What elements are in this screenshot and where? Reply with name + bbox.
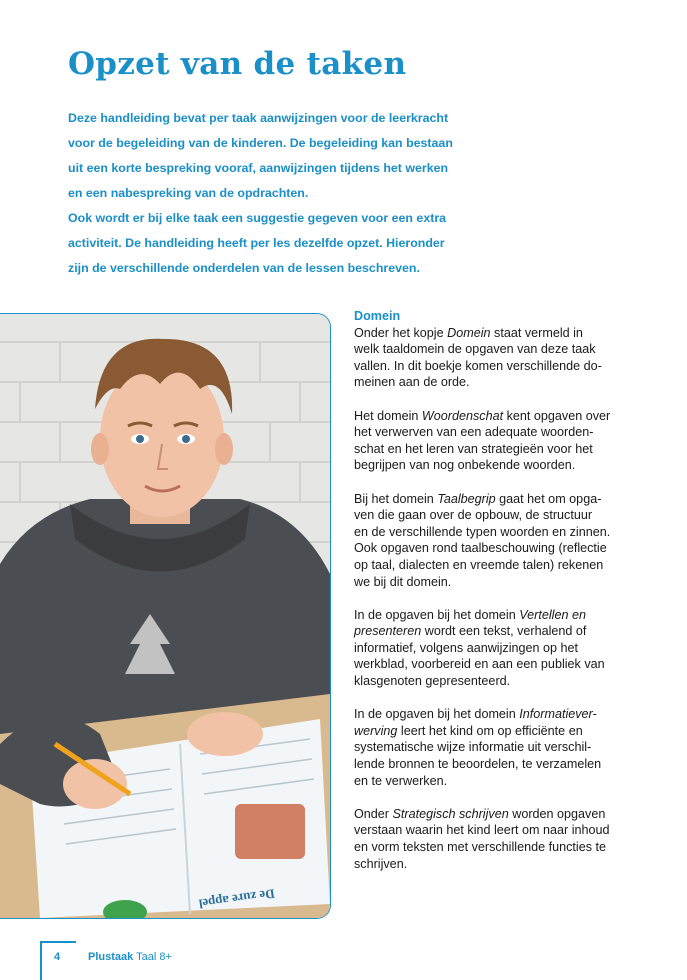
paragraph-strategisch-schrijven — [354, 806, 654, 872]
intro-line: voor de begeleiding van de kinderen. De begeleiding kan bestaan — [68, 136, 453, 150]
text-line: en de verschillende typen woorden en zinnen. — [354, 524, 611, 539]
paragraph-domein — [354, 325, 654, 391]
text: Bij het domein — [354, 491, 438, 506]
text-line: informatief, volgens aanwijzingen op het — [354, 640, 579, 655]
footer-rule-vertical — [40, 941, 42, 980]
term: Domein — [447, 325, 491, 340]
brand-subtitle: Taal 8+ — [133, 951, 172, 963]
text-line: vallen. In dit boekje komen verschillende do- — [354, 358, 602, 373]
intro-text — [68, 106, 498, 281]
paragraph-woordenschat — [354, 408, 654, 474]
text-line: en te verwerken. — [354, 773, 448, 788]
text: Onder het kopje — [354, 325, 448, 340]
text-line: begrijpen van nog onbekende woorden. — [354, 458, 576, 473]
paragraph-vertellen — [354, 607, 654, 690]
text-line: Ook opgaven rond taalbeschouwing (reflectie — [354, 541, 607, 556]
text-line: meinen aan de orde. — [354, 375, 470, 390]
text: In de opgaven bij het domein — [354, 707, 520, 722]
text-line: en vorm teksten met verschillende functies te — [354, 840, 606, 854]
text-line: verstaan waarin het kind leert om naar inhoud — [354, 823, 610, 838]
section-heading: Domein — [354, 309, 401, 323]
text-line: het verwerven van een adequate woorden- — [354, 425, 594, 440]
photo-boy-writing — [0, 313, 331, 919]
brand-name: Plustaak — [88, 951, 134, 963]
term: presenteren — [354, 624, 422, 639]
text-line: lende bronnen te beoordelen, te verzamelen — [354, 757, 602, 772]
text: In de opgaven bij het domein — [354, 607, 520, 622]
text-line: systematische wijze informatie uit verschil- — [354, 740, 592, 755]
term: Strategisch schrijven — [392, 806, 509, 821]
page-title: Opzet van de taken — [68, 46, 407, 82]
text: gaat het om opga- — [495, 491, 602, 506]
text-line: schat en het leren van strategieën voor het — [354, 441, 593, 456]
paragraph-informatieverwerving — [354, 706, 654, 789]
intro-line: en een nabespreking van de opdrachten. — [68, 186, 309, 200]
intro-line: activiteit. De handleiding heeft per les dezelfde opzet. Hieronder — [68, 236, 445, 250]
term: Taalbegrip — [437, 491, 496, 506]
page-number: 4 — [54, 951, 61, 963]
text-line: ven die gaan over de opbouw, de structuur — [354, 508, 593, 523]
intro-line: uit een korte bespreking vooraf, aanwijzingen tijdens het werken — [68, 161, 449, 175]
photo-illustration — [0, 314, 330, 918]
text-line: werkblad, voorbereid en aan een publiek van — [354, 657, 605, 672]
text-line: op taal, dialecten en vreemde talen) rekenen — [354, 557, 604, 572]
text: kent opgaven over — [503, 408, 611, 423]
footer-brand — [88, 951, 172, 963]
text: staat vermeld in — [490, 325, 583, 340]
intro-line: zijn de verschillende onderdelen van de lessen beschreven. — [68, 261, 420, 275]
text-line: we bij dit domein. — [354, 574, 452, 589]
paragraph-taalbegrip — [354, 491, 654, 591]
footer-rule — [40, 941, 76, 943]
text-line: schrijven. — [354, 856, 408, 871]
intro-line: Ook wordt er bij elke taak een suggestie gegeven voor een extra — [68, 211, 447, 225]
text: Onder — [354, 806, 393, 821]
intro-line: Deze handleiding bevat per taak aanwijzingen voor de leerkracht — [68, 111, 449, 125]
term: werving — [354, 723, 398, 738]
text-line: klasgenoten gepresenteerd. — [354, 674, 511, 689]
text: leert het kind om op efficiënte en — [397, 723, 583, 738]
text: wordt een tekst, verhalend of — [421, 624, 587, 639]
book-title: De zure appel — [197, 886, 276, 912]
text-line: welk taaldomein de opgaven van deze taak — [354, 342, 596, 357]
term: Vertellen en — [519, 607, 586, 622]
term: Woordenschat — [421, 408, 504, 423]
text: Het domein — [354, 408, 422, 423]
domain-column — [354, 308, 654, 889]
text: worden opgaven — [508, 806, 606, 821]
term: Informatiever- — [519, 707, 597, 722]
